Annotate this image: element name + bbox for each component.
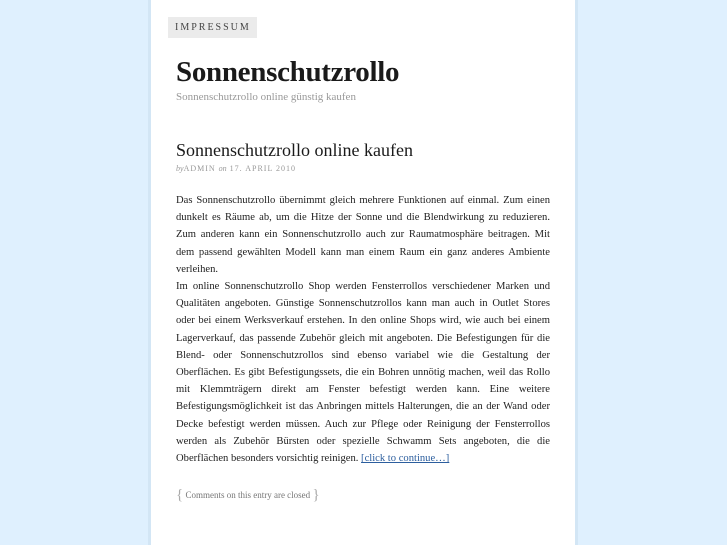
on-label: on <box>218 164 227 173</box>
post-paragraph-text: Im online Sonnenschutzrollo Shop werden Fensterrollos verschiedener Marken und Qualitäten angeboten. Günstige Sonnenschutzrollos kann man auch in Outlet Stores oder bei einem Werksverkauf erstehen. In den online Shops wird, wie auch bei einem Lagerverkauf, das passende Zubehör gleich mit angeboten. Die Befestigungen für die Blend- oder Sonnenschutzrollos sind ebenso variabel wie die Gestaltung der Oberflächen. Es gibt Befestigungssets, die ein Bohren unnötig machen, weil das Rollo mit Klemmträgern direkt am Fenster befestigt werden kann. Eine weitere Befestigungsmöglichkeit ist das Anbringen mittels Halterungen, die an der Wand oder Decke befestigt werden müssen. Auch zur Pflege oder Reinigung der Fensterrollos werden als Zubehör Bürsten oder spezielle Schwamm Sets angeboten, die die Oberflächen besonders vorsichtig reinigen. <box>176 281 550 465</box>
page-container <box>151 0 575 545</box>
post-title[interactable]: Sonnenschutzrollo online kaufen <box>176 140 413 160</box>
brace-close: } <box>312 487 320 503</box>
top-navigation <box>168 17 257 38</box>
site-title[interactable]: Sonnenschutzrollo <box>176 56 400 88</box>
post-body <box>176 192 550 467</box>
comments-closed-text: Comments on this entry are closed <box>185 490 311 500</box>
post-paragraph: Das Sonnenschutzrollo übernimmt gleich mehrere Funktionen auf einmal. Zum einen dunkelt es Räume ab, um die Hitze der Sonne und die Blendwirkung zu reduzieren. Zum anderen kann ein Sonnenschutzrollo auch zur Raumatmosphäre beitragen. Mit dem passend gewählten Modell kann man einem Raum ein ganz anderes Ambiente verleihen. <box>176 195 550 275</box>
continue-reading-link[interactable]: [click to continue…] <box>361 453 450 465</box>
post-author[interactable]: ADMIN <box>183 164 216 173</box>
comments-status <box>176 487 320 503</box>
by-label: by <box>176 164 184 173</box>
brace-open: { <box>176 487 184 503</box>
blog-post <box>176 139 550 467</box>
post-date: 17. APRIL 2010 <box>229 164 297 173</box>
post-meta <box>176 164 550 174</box>
nav-item-impressum[interactable]: IMPRESSUM <box>168 17 257 38</box>
post-paragraph <box>176 278 550 467</box>
site-tagline: Sonnenschutzrollo online günstig kaufen <box>176 91 356 103</box>
